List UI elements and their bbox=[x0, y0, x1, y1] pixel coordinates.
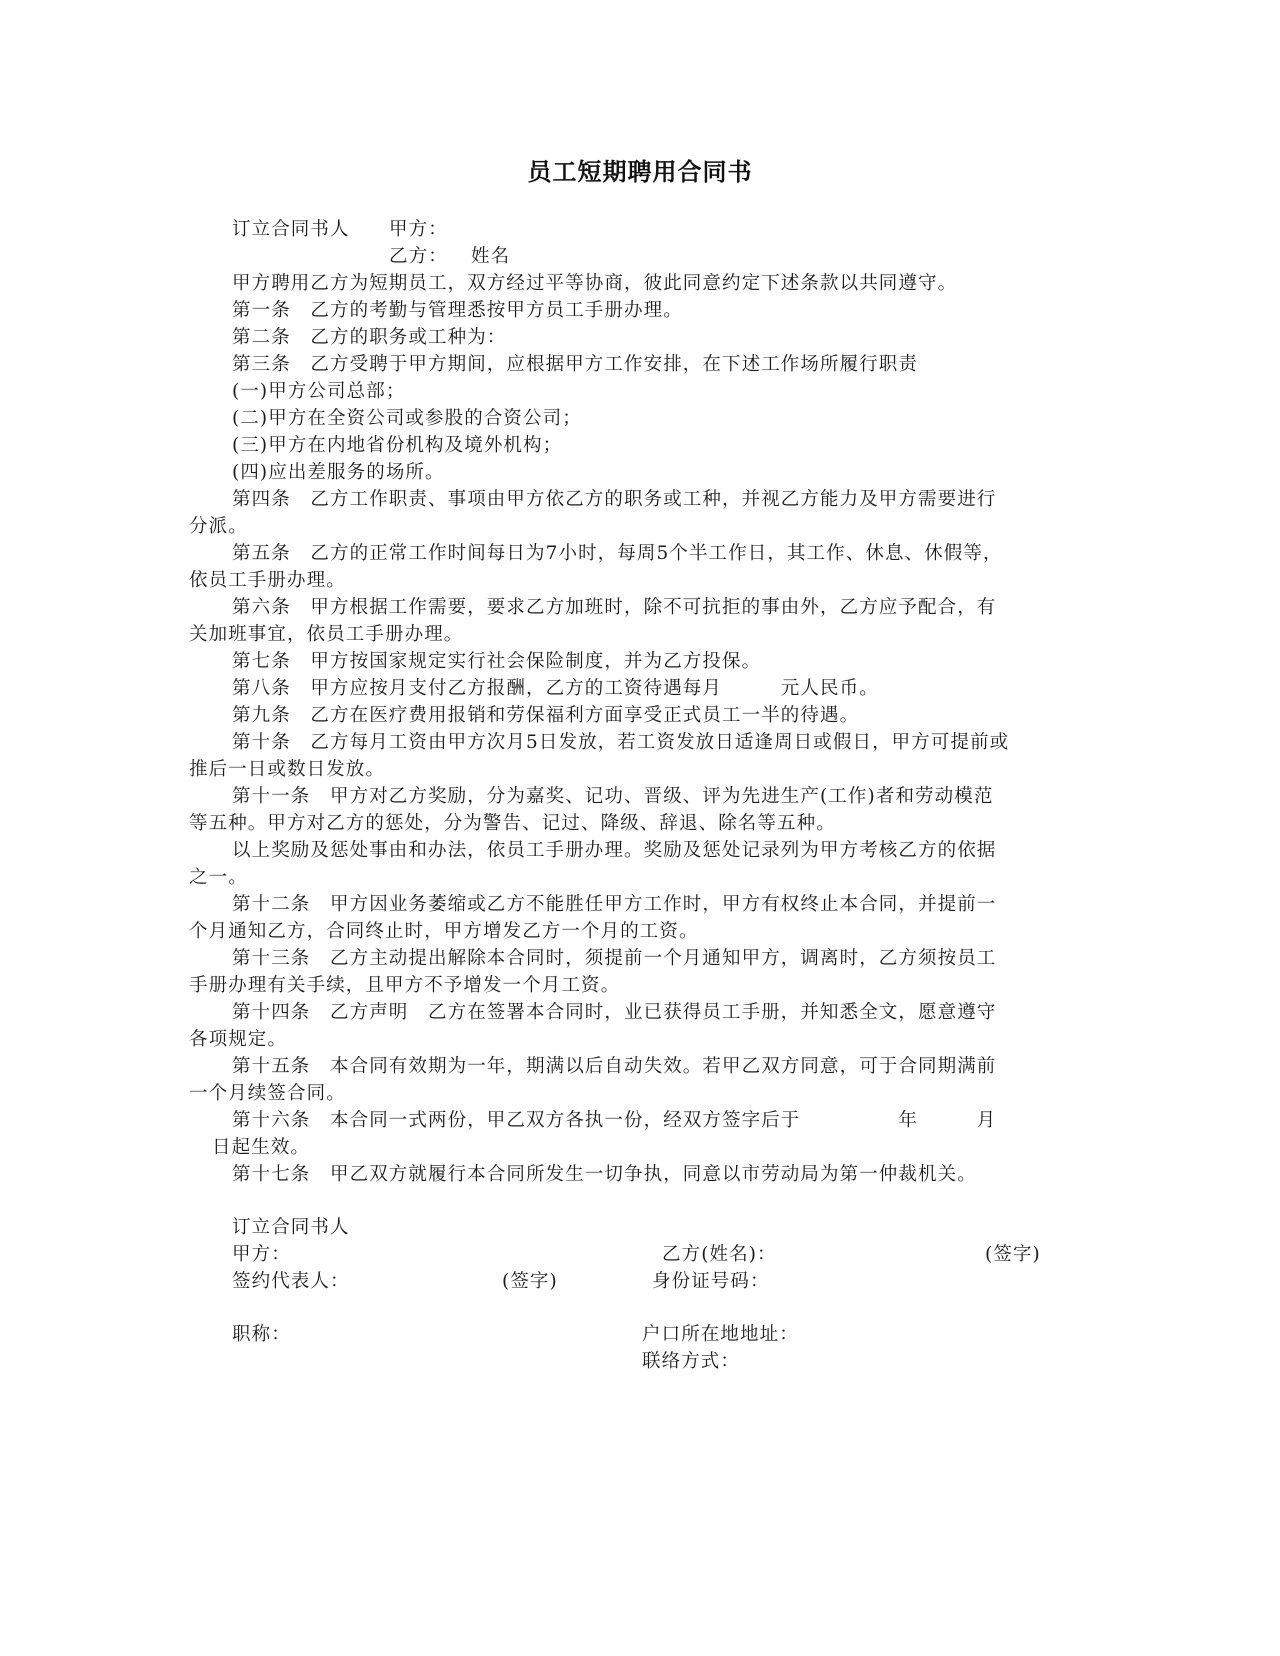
article-3-item: (一)甲方公司总部； bbox=[232, 381, 406, 402]
article-7: 第七条 甲方按国家规定实行社会保险制度，并为乙方投保。 bbox=[232, 651, 762, 672]
article-11b-line-2: 之一。 bbox=[189, 867, 248, 888]
article-10-line-2: 推后一日或数日发放。 bbox=[189, 759, 386, 780]
article-3-item: (二)甲方在全资公司或参股的合资公司； bbox=[232, 408, 582, 429]
article-15-line-1: 第十五条 本合同有效期为一年，期满以后自动失效。若甲乙双方同意，可于合同期满前 bbox=[232, 1056, 997, 1077]
header-party-b-value: 姓名 bbox=[471, 246, 511, 267]
signature-heading: 订立合同书人 bbox=[232, 1217, 350, 1238]
signature-party-b-sign: (签字) bbox=[985, 1244, 1041, 1265]
article-2: 第二条 乙方的职务或工种为： bbox=[232, 327, 507, 348]
article-12-line-2: 个月通知乙方，合同终止时，甲方增发乙方一个月的工资。 bbox=[189, 921, 699, 942]
signature-party-b-name-label: 乙方(姓名)： bbox=[662, 1244, 777, 1265]
article-5-line-2: 依员工手册办理。 bbox=[189, 570, 346, 591]
header-party-b-label: 乙方： bbox=[389, 246, 448, 267]
article-13-line-2: 手册办理有关手续，且甲方不予增发一个月工资。 bbox=[189, 975, 621, 996]
article-17: 第十七条 甲乙双方就履行本合同所发生一切争执，同意以市劳动局为第一仲裁机关。 bbox=[232, 1164, 977, 1185]
article-11-line-2: 等五种。甲方对乙方的惩处，分为警告、记过、降级、辞退、除名等五种。 bbox=[189, 813, 836, 834]
article-14-line-2: 各项规定。 bbox=[189, 1029, 288, 1050]
signature-id-number-label: 身份证号码： bbox=[652, 1271, 770, 1292]
signature-representative-sign: (签字) bbox=[502, 1271, 558, 1292]
article-6-line-2: 关加班事宜，依员工手册办理。 bbox=[189, 624, 464, 645]
signature-residence-address-label: 户口所在地地址： bbox=[642, 1324, 799, 1345]
article-4-line-2: 分派。 bbox=[189, 516, 248, 537]
article-16-line-1: 第十六条 本合同一式两份，甲乙双方各执一份，经双方签字后于 年 月 bbox=[232, 1110, 997, 1131]
signature-job-title-label: 职称： bbox=[232, 1324, 291, 1345]
article-4-line-1: 第四条 乙方工作职责、事项由甲方依乙方的职务或工种，并视乙方能力及甲方需要进行 bbox=[232, 489, 997, 510]
article-9: 第九条 乙方在医疗费用报销和劳保福利方面享受正式员工一半的待遇。 bbox=[232, 705, 860, 726]
signature-party-a-label: 甲方： bbox=[232, 1244, 291, 1265]
article-5-line-1: 第五条 乙方的正常工作时间每日为7小时，每周5个半工作日，其工作、休息、休假等， bbox=[232, 543, 1003, 564]
article-15-line-2: 一个月续签合同。 bbox=[189, 1083, 346, 1104]
article-6-line-1: 第六条 甲方根据工作需要，要求乙方加班时，除不可抗拒的事由外，乙方应予配合，有 bbox=[232, 597, 997, 618]
header-party-a-label: 甲方： bbox=[389, 219, 448, 240]
header-signatories-label: 订立合同书人 bbox=[232, 219, 350, 240]
signature-representative-label: 签约代表人： bbox=[232, 1271, 350, 1292]
preamble: 甲方聘用乙方为短期员工，双方经过平等协商，彼此同意约定下述条款以共同遵守。 bbox=[232, 273, 958, 294]
signature-contact-label: 联络方式： bbox=[642, 1351, 741, 1372]
article-11-line-1: 第十一条 甲方对乙方奖励，分为嘉奖、记功、晋级、评为先进生产(工作)者和劳动模范 bbox=[232, 786, 994, 807]
article-3: 第三条 乙方受聘于甲方期间，应根据甲方工作安排，在下述工作场所履行职责 bbox=[232, 354, 919, 375]
article-11b-line-1: 以上奖励及惩处事由和办法，依员工手册办理。奖励及惩处记录列为甲方考核乙方的依据 bbox=[232, 840, 997, 861]
article-14-line-1: 第十四条 乙方声明 乙方在签署本合同时，业已获得员工手册，并知悉全文，愿意遵守 bbox=[232, 1002, 997, 1023]
article-16-line-2: 日起生效。 bbox=[212, 1137, 311, 1158]
article-1: 第一条 乙方的考勤与管理悉按甲方员工手册办理。 bbox=[232, 300, 683, 321]
article-8: 第八条 甲方应按月支付乙方报酬，乙方的工资待遇每月 元人民币。 bbox=[232, 678, 879, 699]
article-10-line-1: 第十条 乙方每月工资由甲方次月5日发放，若工资发放日适逢周日或假日，甲方可提前或 bbox=[232, 732, 1010, 753]
article-3-item: (四)应出差服务的场所。 bbox=[232, 462, 445, 483]
document-title: 员工短期聘用合同书 bbox=[527, 158, 753, 186]
article-13-line-1: 第十三条 乙方主动提出解除本合同时，须提前一个月通知甲方，调离时，乙方须按员工 bbox=[232, 948, 997, 969]
article-3-item: (三)甲方在内地省份机构及境外机构； bbox=[232, 435, 563, 456]
article-12-line-1: 第十二条 甲方因业务萎缩或乙方不能胜任甲方工作时，甲方有权终止本合同，并提前一 bbox=[232, 894, 997, 915]
